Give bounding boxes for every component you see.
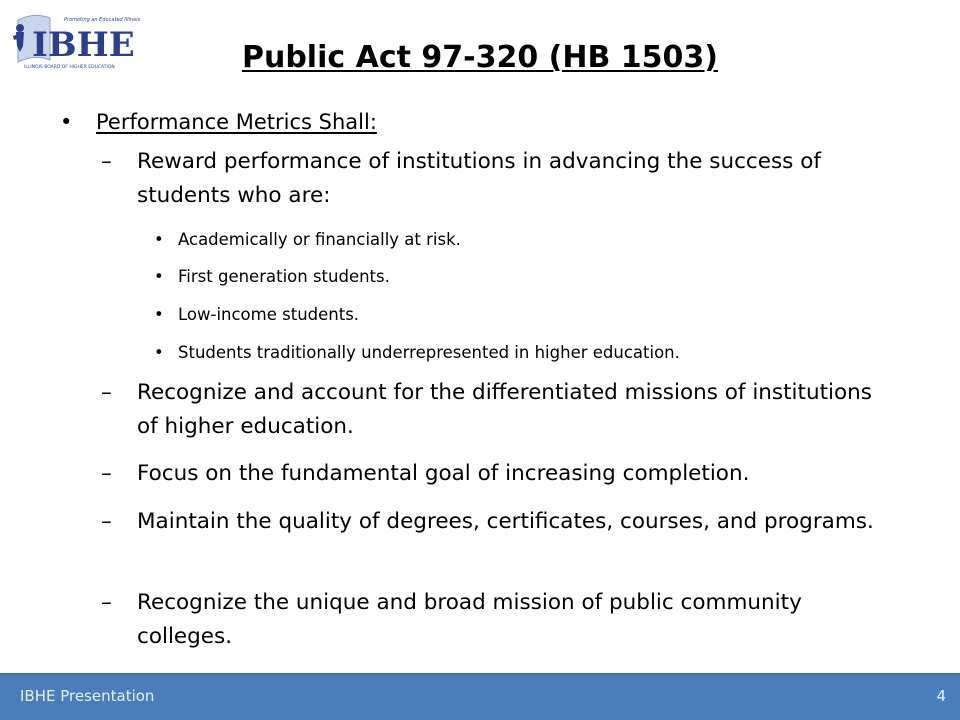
sublist-item-underrepresented: • Students traditionally underrepresented in higher education. xyxy=(178,340,878,366)
list-item-increasing-completion: – Focus on the fundamental goal of increasing completion. xyxy=(137,457,897,491)
list-item-differentiated-missions: – Recognize and account for the differentiated missions of institutions of higher education. xyxy=(137,376,897,444)
list-item-community-colleges: – Recognize the unique and broad mission of public community colleges. xyxy=(137,586,897,654)
footer-label: IBHE Presentation xyxy=(20,687,155,705)
bullet-performance-metrics-text: Performance Metrics Shall: xyxy=(96,110,377,134)
list-item-maintain-quality: – Maintain the quality of degrees, certificates, courses, and programs. xyxy=(137,505,897,539)
sublist-item-at-risk: • Academically or financially at risk. xyxy=(178,227,878,253)
footer-bar xyxy=(0,673,960,720)
list-item-reward-performance: – Reward performance of institutions in advancing the success of students who are: xyxy=(137,145,897,213)
sublist-item-first-generation: • First generation students. xyxy=(178,264,878,290)
bullet-performance-metrics xyxy=(96,105,377,139)
svg-text:Promoting an Educated Illinois: Promoting an Educated Illinois xyxy=(64,17,141,23)
sublist-item-low-income: • Low-income students. xyxy=(178,302,878,328)
page-number: 4 xyxy=(936,687,946,705)
svg-text:IBHE: IBHE xyxy=(32,25,135,65)
svg-text:ILLINOIS BOARD OF HIGHER EDUCA: ILLINOIS BOARD OF HIGHER EDUCATION xyxy=(24,65,115,70)
slide-title: Public Act 97-320 (HB 1503) xyxy=(241,40,718,75)
